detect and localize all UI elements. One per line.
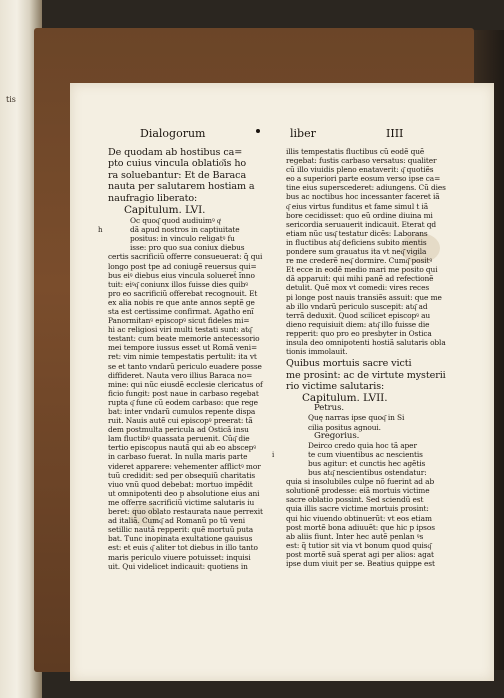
- chapter-title-line: rio victime salutaris:: [286, 380, 385, 392]
- text-line: Et ecce in eodẽ medio mari me posito qui: [286, 265, 438, 275]
- folio-number: IIII: [386, 127, 404, 140]
- gutter-margin-text: tis: [6, 95, 16, 104]
- text-line: hi ac religiosi viri multi testati sunt: atq͂: [108, 325, 252, 335]
- text-line: ab aliis fiunt. Inter hec autẽ penlan ꝰs: [286, 531, 424, 541]
- text-line: sta est certissime confirmat. Agatho enĩ: [108, 306, 254, 316]
- text-line: cilia positus agnoui.: [308, 422, 381, 432]
- text-line: eo a superiori parte eosum verso ipse ca=: [286, 174, 441, 184]
- text-line: bus atq͂ nescientibus ostendatur:: [308, 468, 427, 478]
- text-line: quia illis sacre victime mortuis prosint:: [286, 504, 429, 514]
- text-line: ut omnipotenti deo p absolutione eius ani: [108, 488, 260, 498]
- text-line: diffideret. Nauta vero illius Baraca no=: [108, 370, 253, 380]
- printed-page: [70, 83, 494, 681]
- text-line: dieno requisiuit diem: atq͂ illo fuisse die: [286, 319, 430, 329]
- text-line: ficio fungit: post naue in carbaso regebat: [108, 388, 259, 398]
- right-column: [272, 147, 454, 568]
- text-line: post mortẽ suã sperat agi per alios: agat: [286, 549, 434, 559]
- text-line: se et tanto vndarũ periculo euadere posse: [108, 361, 262, 371]
- text-line: mine: qui nũc eiusdẽ ecclesie clericatus of: [108, 379, 263, 389]
- text-line: bat: inter vndarũ cumulos repente dispa: [108, 407, 256, 416]
- speaker-petrus: Petrus.: [314, 404, 345, 414]
- text-line: dem postmulta pericula ad Osticã insu: [108, 425, 249, 435]
- running-head-right: liber: [290, 127, 316, 140]
- text-line: Deirco credo quia hoc tã aper: [308, 440, 417, 450]
- text-line: insula deo omnipotenti hostiã salutaris obla: [286, 337, 446, 347]
- text-line: uit. Qui videlicet indicauit: quotiens in: [108, 561, 248, 571]
- text-line: pi longe post nauis transiẽs assuit: que me: [286, 292, 442, 302]
- text-line: certis sacrificiũ offerre consueuerat: q̃ qui: [108, 252, 263, 262]
- text-line: ipse dum viuit per se. Beatius quippe est: [286, 558, 435, 568]
- text-line: tertio episcopus nautã qui ab eo abscepꝰ: [108, 443, 257, 453]
- text-line: solutionẽ prodesse: eiã mortuis victime: [286, 486, 430, 496]
- chapter-title-line: me prosint: ac de virtute mysterii: [286, 369, 446, 381]
- text-line: in carbaso fuerat. In nulla maris parte: [108, 452, 248, 462]
- guide-letter: h: [98, 226, 103, 235]
- text-line: etiam nũc usq͂ testatur dicẽs: Laborans: [286, 228, 428, 238]
- text-line: q͂ eius virtus funditus et fame simul t iã: [286, 201, 429, 211]
- text-line: ex alia nobis re que ante annos septẽ ge: [108, 297, 255, 307]
- text-line: rupta q͂ fune cũ eodem carbaso: que rege: [108, 397, 258, 407]
- text-line: Oc quoq͂ quod audiuimꝰ qͥ: [130, 216, 221, 226]
- text-line: Quę narras ipse quoq͂ in Si: [308, 413, 405, 423]
- text-line: post mortẽ bona adiuuẽt: que hic p ipsos: [286, 522, 435, 532]
- text-line: ab illo vndarũ periculo suscepit: atq͂ ad: [286, 301, 428, 311]
- text-line: tine eius superscederet: adiungens. Cũ dies: [286, 183, 446, 193]
- text-line: maris periculo viuere potuisset: inquisi: [108, 552, 251, 562]
- gregorius-body: [272, 440, 454, 568]
- chapter-title-line: pto cuius vincula oblatio͂is ho: [108, 158, 247, 170]
- text-line: ret: vim nimie tempestatis pertulit: ita vt: [108, 352, 257, 362]
- text-line: dã apud nostros in captiuitate: [130, 225, 240, 235]
- text-line: repperit: quo pro eo presbyter in Ostica: [286, 328, 432, 338]
- text-line: me offerre sacrificiũ victime salutaris iu: [108, 497, 255, 507]
- text-line: testant: cum beate memorie antecessorio: [108, 334, 260, 344]
- leather-board: [34, 28, 474, 672]
- text-line: viuo vnũ quod debebat: mortuo impẽdit: [108, 479, 253, 489]
- text-line: detulit. Quẽ mox vt comedi: vires reces: [286, 283, 430, 293]
- text-line: tuit: eiꝰq͂ coniunx illos fuisse dies quibꝰ: [108, 279, 248, 289]
- chapter-title-line: naufragio liberato:: [108, 192, 198, 204]
- text-line: terrã deduxit. Quod scilicet episcopꝰ au: [286, 310, 431, 320]
- speaker-gregorius: Gregorius.: [314, 431, 360, 441]
- chapter-title-line: ra soluebantur: Et de Baraca: [108, 169, 247, 181]
- text-line: isse: pro quo sua coniux diebus: [130, 243, 245, 253]
- chapter-heading: Capitulum. LVII.: [302, 392, 388, 405]
- text-line: mei tempore iussus esset ut Romã veni=: [108, 343, 258, 353]
- text-line: sacre oblatio possint. Sed sciendũ est: [286, 495, 424, 505]
- text-line: pro eo sacrificiũ offerebat recognouit. Et: [108, 288, 258, 298]
- text-line: beret: quo oblato restaurata naue perrexit: [108, 507, 263, 517]
- text-line: est: et euis q͂ aliter tot diebus in illo tanto: [108, 543, 258, 553]
- text-line: te cum viuentibus ac nescientis: [308, 449, 423, 459]
- text-line: pondere sum grauatus ita vt neq͂ vigila: [286, 247, 427, 257]
- text-line: est: q̃ tutior sit via vt bonum quod quisq͂: [286, 540, 432, 550]
- text-line: bus ac noctibus hoc incessanter faceret iã: [286, 192, 440, 202]
- text-line: videret apparere: vehementer afflictꝰ mor: [108, 461, 261, 471]
- text-line: in fluctibus atq͂ deficiens subito mentis: [286, 237, 427, 247]
- text-line: ruit. Nauis autẽ cui episcopꝰ preerat: tã: [108, 416, 253, 426]
- text-line: tuũ credidit: sed per obsequiũ charitatis: [108, 470, 256, 480]
- text-line: cũ illo viuidis pleno enataverit: q͂ quotiẽs: [286, 165, 434, 175]
- text-line: bus agitur: et cunctis hec agẽtis: [308, 458, 426, 468]
- text-line: regebat: fustis carbaso versatus: qualiter: [286, 156, 437, 166]
- text-line: ad italiã. Cumq͂ ad Romanũ po tũ veni: [108, 516, 245, 526]
- text-line: qui hic viuendo obtinuerũt: vt eos etiam: [286, 513, 432, 523]
- text-line: lam fluctibꝰ quassata peruenit. Cũq͂ die: [108, 434, 250, 444]
- text-line: positus: in vinculo religatꝰ fu: [130, 234, 235, 244]
- text-line: quia si insolubiles culpe nõ fuerint ad ab: [286, 477, 435, 487]
- text-line: bus eiꝰ diebus eius vincula solueret̃ ĩnno: [108, 270, 255, 280]
- text-line: bat. Tunc inopinata exultatione gauisus: [108, 534, 253, 544]
- running-head-left: Dialogorum: [140, 127, 206, 140]
- chapter-title-line: De quodam ab hostibus ca=: [108, 147, 243, 158]
- chapter-heading: Capitulum. LVI.: [124, 204, 206, 217]
- text-line: illis tempestatis fluctibus cũ eodẽ quẽ: [286, 147, 425, 156]
- text-line: sericordia seruauerit indicauit. Eterat qd: [286, 219, 437, 229]
- text-line: re me crederẽ neq͂ dormire. Cumq͂ positꝰ: [286, 256, 433, 266]
- left-column: [98, 147, 270, 571]
- chapter-title-line: Quibus mortuis sacre victi: [286, 358, 412, 370]
- text-line: tionis immolauit.: [286, 347, 348, 357]
- running-head-dot: [256, 129, 260, 133]
- text-line: setillic nautã repperit: quẽ mortuũ puta: [108, 525, 254, 535]
- left-body: [98, 216, 270, 571]
- text-line: longo post tpe ad coniugẽ reuersus qui=: [108, 261, 257, 271]
- text-line: dã apparuit: qui mihi panẽ ad refectionẽ: [286, 274, 434, 284]
- text-line: bore cecidisset: quo eũ ordine diuina mi: [286, 210, 433, 220]
- guide-letter: i: [272, 450, 275, 459]
- chapter-title-line: nauta per salutarem hostiam a: [108, 181, 255, 193]
- text-line: Panormitanꝰ episcopꝰ sicut fideles mi=: [108, 316, 250, 326]
